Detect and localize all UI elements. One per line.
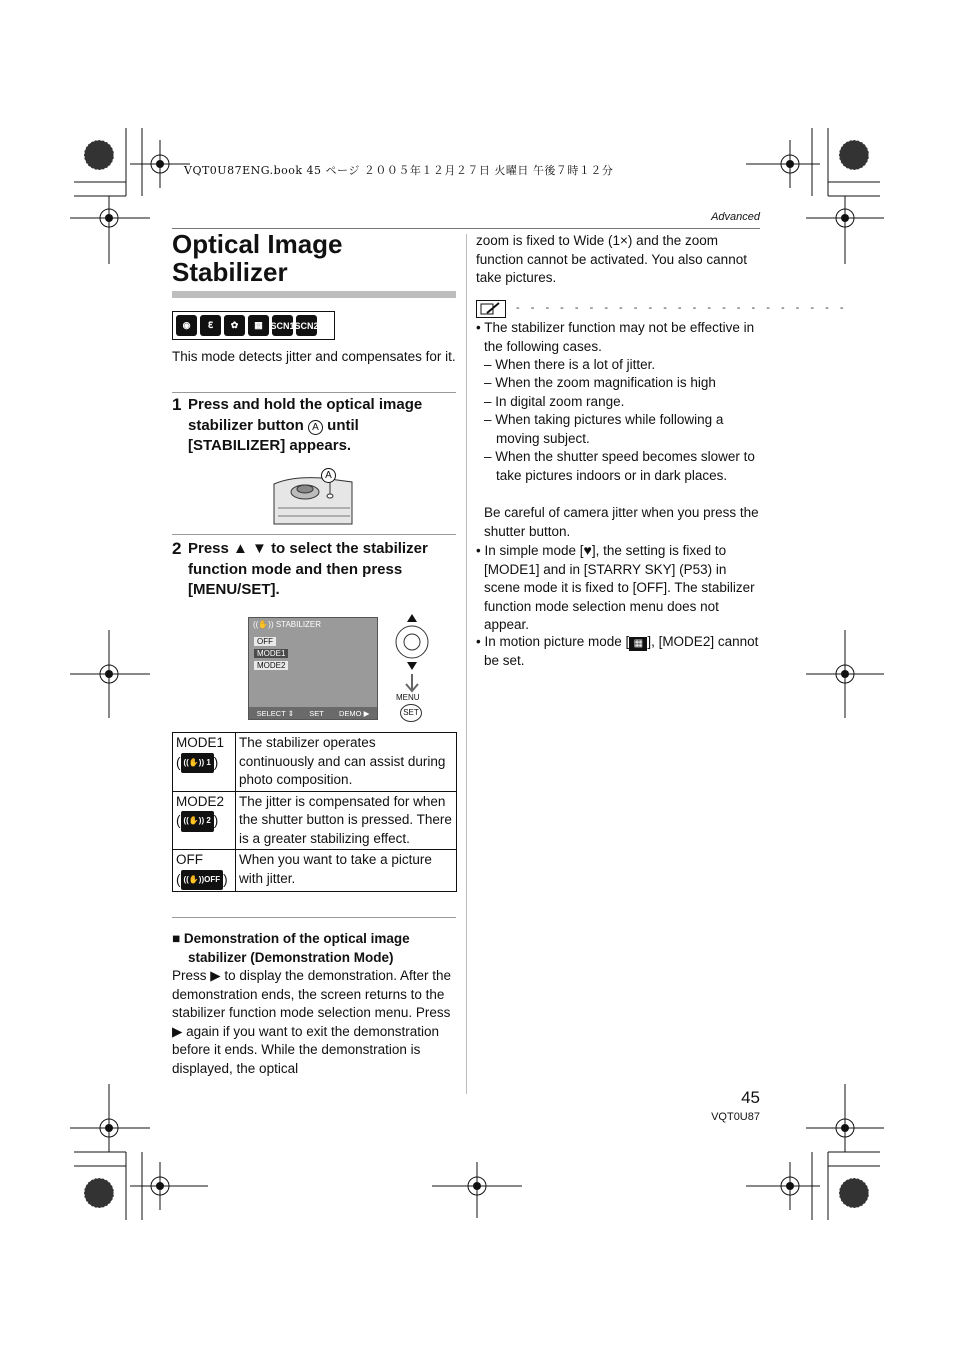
note-bullet-1: • The stabilizer function may not be effective in the following cases. (476, 320, 755, 354)
lcd-footer-select-text: SELECT (256, 708, 286, 718)
page-title: Optical Image Stabilizer (172, 229, 343, 287)
heart-icon: ♥ (583, 542, 592, 558)
mode-icon-label: 2 (206, 816, 211, 825)
lcd-title: ((✋)) STABILIZER (253, 620, 322, 629)
step-2-number: 2 (172, 539, 182, 558)
stabilizer-mode1-icon: ((✋)) 1 (181, 753, 214, 774)
column-divider (466, 234, 467, 1094)
file-info-header: VQT0U87ENG.book 45 ページ ２００５年１２月２７日 火曜日 午後７時１２分 (184, 164, 614, 177)
divider (172, 917, 456, 918)
step-1-number: 1 (172, 395, 182, 414)
demo-text: Press ▶ to display the demonstration. After the demonstration ends, the screen returns to the stabilizer function mode selection menu. Press ▶ again if you want to exit the demonstration before it ends. While the demonstration is displayed, the optical (172, 968, 452, 1076)
mode-icon-label: 1 (206, 757, 211, 767)
camera-icon: ◉ (176, 315, 197, 336)
figure-marker-a: A (321, 468, 336, 483)
mode-desc: When you want to take a picture with jitter. (236, 850, 457, 892)
note-icon (476, 300, 506, 318)
lcd-footer-demo: DEMO ▶ (339, 708, 370, 718)
scn2-icon: SCN2 (296, 315, 317, 336)
note-bullet-2-text-a: In simple mode [ (484, 543, 584, 558)
simple-mode-icon: ℇ (200, 315, 221, 336)
note-bullet-3-text-b: ], [MODE2] cannot be set. (484, 634, 759, 668)
note-pencil-icon (477, 301, 505, 317)
case-item: – In digital zoom range. (484, 394, 625, 409)
title-underline (172, 291, 456, 298)
mode-name-cell: MODE1 ( ((✋)) 1 ) (173, 733, 236, 792)
case-text: When the shutter speed becomes slower to take pictures indoors or in dark places. (495, 449, 755, 483)
caution-text: Be careful of camera jitter when you press the shutter button. (484, 505, 759, 539)
step-1-text-a: Press and hold the optical image stabilizer button (188, 396, 423, 434)
mode-name-cell: OFF ( ((✋))OFF ) (173, 850, 236, 892)
mode-name: MODE1 (176, 735, 225, 750)
down-arrow-icon (402, 672, 422, 694)
note-bullet-2-text-b: ], the setting is fixed to [MODE1] and in [STARRY SKY] (P53) in scene mode it is fixed to [OFF]. The stabilizer function mode selection menu does not appear. (484, 543, 755, 632)
lcd-item-off: OFF (254, 637, 276, 646)
lcd-footer-demo-text: DEMO (339, 708, 362, 718)
page-code: VQT0U87 (711, 1111, 760, 1123)
case-text: In digital zoom range. (495, 394, 625, 409)
case-text: When there is a lot of jitter. (495, 357, 656, 372)
mode-desc: The jitter is compensated for when the shutter button is pressed. There is a greater stabilizing effect. (236, 791, 457, 850)
scn1-icon: SCN1 (272, 315, 293, 336)
case-text: When taking pictures while following a moving subject. (495, 412, 724, 446)
lcd-footer-select: SELECT ⇕ (256, 708, 295, 718)
case-text: When the zoom magnification is high (495, 375, 716, 390)
lcd-item-mode1: MODE1 (254, 649, 288, 658)
case-item: – When the zoom magnification is high (484, 375, 716, 390)
continuation-text: zoom is fixed to Wide (1×) and the zoom function cannot be activated. You also cannot take pictures. (476, 233, 747, 285)
note-bullet-2: • In simple mode [♥], the setting is fixed to [MODE1] and in [STARRY SKY] (P53) in scene mode it is fixed to [OFF]. The stabilizer function mode selection menu does not appear. (476, 542, 755, 632)
mode-name: MODE2 (176, 793, 225, 809)
case-item: – When the shutter speed becomes slower to take pictures indoors or in dark places. (484, 449, 755, 483)
mode-desc: The stabilizer operates continuously and can assist during photo composition. (236, 733, 457, 792)
mode-name: OFF (176, 852, 203, 867)
modes-table (172, 732, 457, 892)
intro-text: This mode detects jitter and compensates for it. (172, 349, 456, 364)
camera-top-illustration (272, 466, 354, 526)
macro-icon: ✿ (224, 315, 245, 336)
motion-picture-icon: ▦ (629, 637, 647, 651)
lcd-footer (249, 707, 377, 719)
mode-icons-box (172, 311, 335, 340)
stabilizer-menu-screen (248, 617, 378, 720)
note-bullet-3: • In motion picture mode [ ▦ ], [MODE2] cannot be set. (476, 634, 759, 668)
lcd-footer-set: SET (309, 708, 324, 718)
cursor-pad-illustration (392, 612, 432, 672)
table-row (173, 791, 457, 850)
divider (172, 534, 456, 535)
marker-a: A (308, 420, 323, 435)
demo-heading-text: Demonstration of the optical image stabilizer (Demonstration Mode) (183, 931, 410, 965)
section-label: Advanced (711, 211, 760, 223)
menu-label: MENU (396, 693, 420, 702)
note-dashes: - - - - - - - - - - - - - - - - - - - - - - - (516, 302, 848, 314)
page-number: 45 (741, 1088, 760, 1107)
stabilizer-off-icon: ((✋))OFF (181, 870, 224, 891)
divider (172, 392, 456, 393)
set-button-icon: SET (400, 704, 422, 722)
note-bullet-3-text-a: In motion picture mode [ (484, 634, 630, 649)
step-1-text-b: until [STABILIZER] appears. (188, 416, 359, 454)
mode-icon-label: OFF (204, 874, 221, 884)
motion-picture-icon: ▦ (248, 315, 269, 336)
step-2-text: Press ▲ ▼ to select the stabilizer function mode and then press [MENU/SET]. (188, 540, 428, 598)
table-row (173, 733, 457, 792)
note-bullet-1-text: The stabilizer function may not be effective in the following cases. (484, 320, 755, 354)
step-1-text (188, 395, 458, 457)
table-row (173, 850, 457, 892)
mode-name-cell: MODE2 ( ((✋)) 2 ) (173, 791, 236, 850)
lcd-item-mode2: MODE2 (254, 661, 288, 670)
case-item: – When there is a lot of jitter. (484, 357, 656, 372)
stabilizer-mode2-icon: ((✋)) 2 (181, 811, 214, 832)
lcd-title-text: STABILIZER (275, 620, 322, 629)
demo-heading: ■ Demonstration of the optical image stabilizer (Demonstration Mode) (172, 931, 410, 965)
case-item: – When taking pictures while following a moving subject. (484, 412, 724, 446)
